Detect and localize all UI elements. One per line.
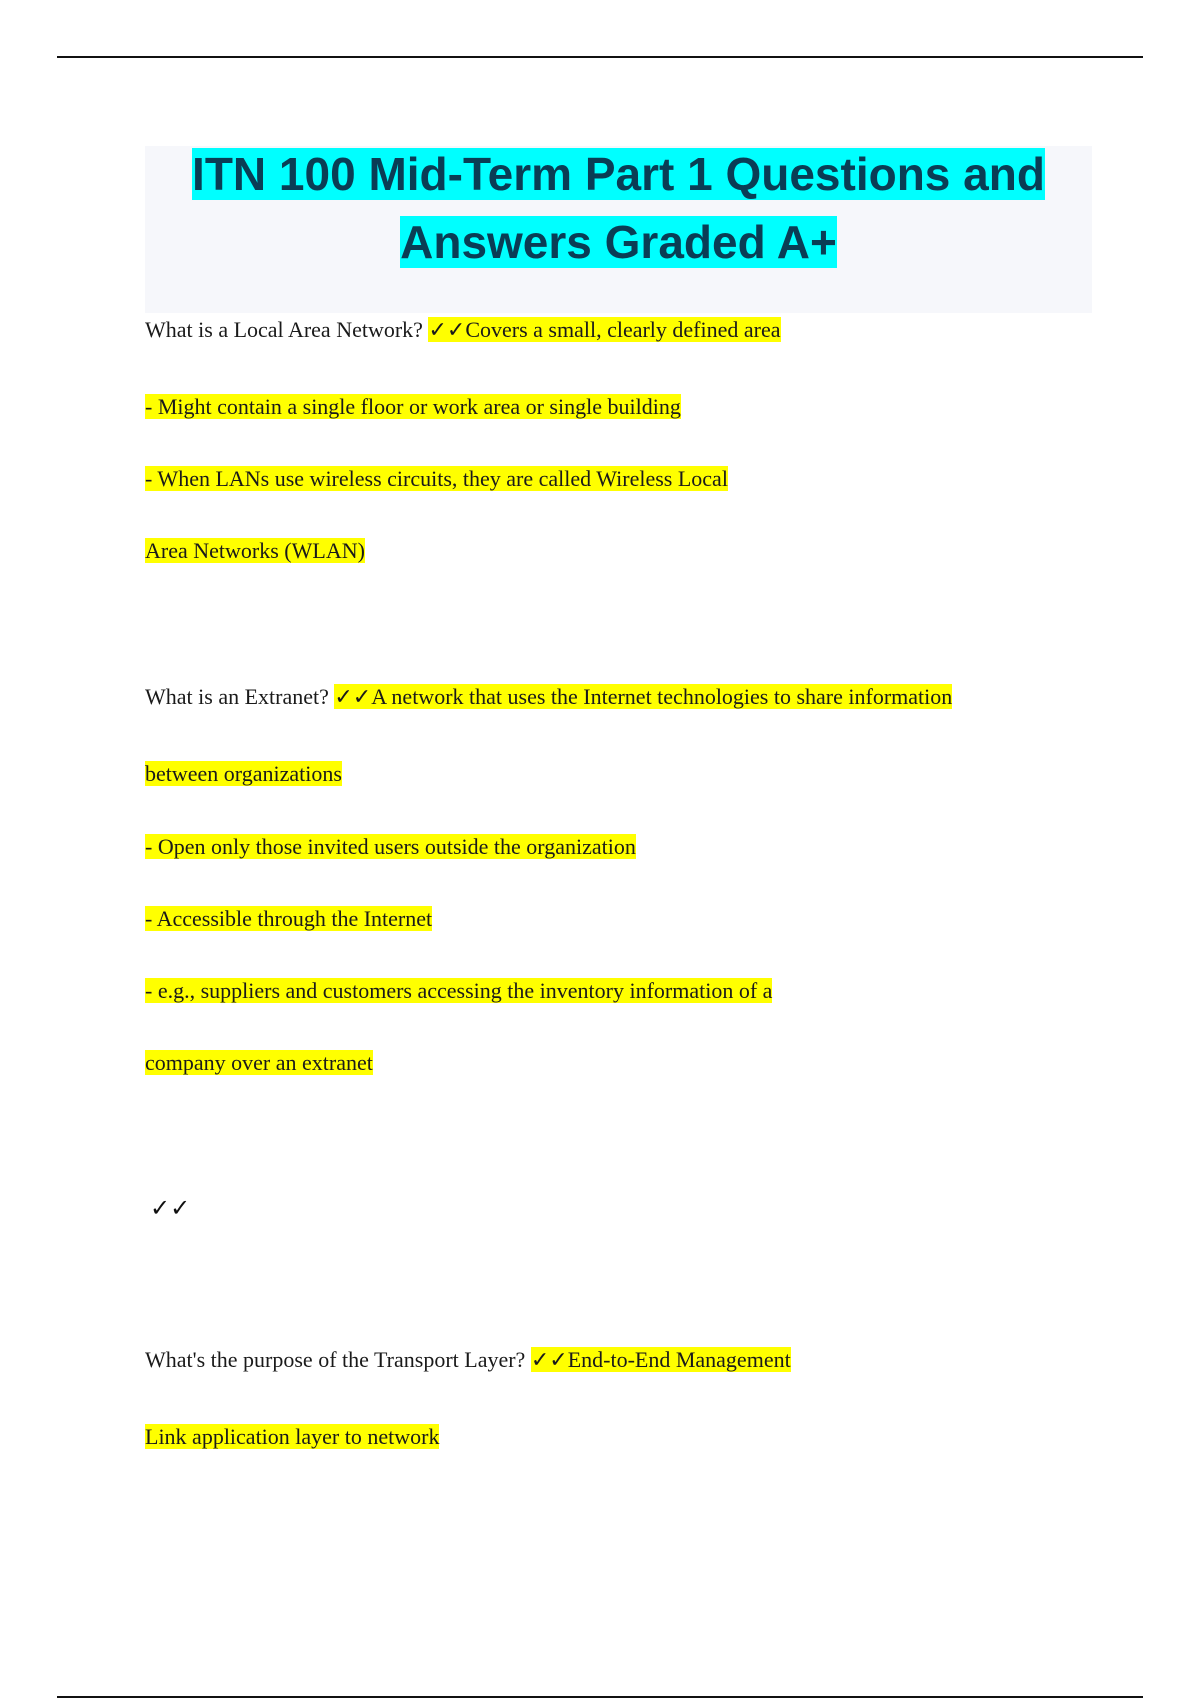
qa-1-line-2 [145, 465, 728, 493]
qa-1-line-3 [145, 537, 365, 565]
answer-text: Area Networks (WLAN) [145, 538, 365, 563]
top-rule [57, 56, 1143, 58]
title-line-2: Answers Graded A+ [400, 216, 837, 268]
qa-3-line-1 [145, 1423, 439, 1451]
answer-text: Link application layer to network [145, 1424, 440, 1449]
answer-text: - Accessible through the Internet [145, 906, 433, 931]
answer-text: - Might contain a single floor or work area or single building [145, 394, 681, 419]
qa-2-answer: A network that uses the Internet technologies to share information [371, 684, 953, 709]
checkmark-icon: ✓✓ [530, 1348, 568, 1373]
title-line-1: ITN 100 Mid-Term Part 1 Questions and [192, 148, 1045, 200]
answer-text: company over an extranet [145, 1050, 373, 1075]
qa-1-answer: Covers a small, clearly defined area [465, 317, 781, 342]
qa-1-question-line [145, 316, 781, 345]
title-block [145, 146, 1092, 313]
qa-2-line-4 [145, 977, 772, 1005]
qa-1-line-1 [145, 393, 681, 421]
qa-2-line-2 [145, 833, 636, 861]
qa-3-question-line [145, 1346, 791, 1375]
answer-text: - Open only those invited users outside the organization [145, 834, 636, 859]
qa-2-question: What is an Extranet? [145, 684, 329, 709]
qa-3-answer: End-to-End Management [567, 1347, 791, 1372]
answer-text: - When LANs use wireless circuits, they are called Wireless Local [145, 466, 728, 491]
qa-2-line-5 [145, 1049, 373, 1077]
qa-3-question: What's the purpose of the Transport Layer? [145, 1347, 526, 1372]
bottom-rule [57, 1696, 1143, 1698]
checkmark-icon: ✓✓ [150, 1194, 191, 1222]
qa-1-question: What is a Local Area Network? [145, 317, 423, 342]
qa-2-question-line [145, 683, 952, 712]
checkmark-icon: ✓✓ [334, 685, 372, 710]
checkmark-icon: ✓✓ [428, 318, 466, 343]
qa-2-line-3 [145, 905, 432, 933]
answer-text: between organizations [145, 761, 342, 786]
answer-text: - e.g., suppliers and customers accessing the inventory information of a [145, 978, 773, 1003]
qa-2-line-1 [145, 760, 342, 788]
